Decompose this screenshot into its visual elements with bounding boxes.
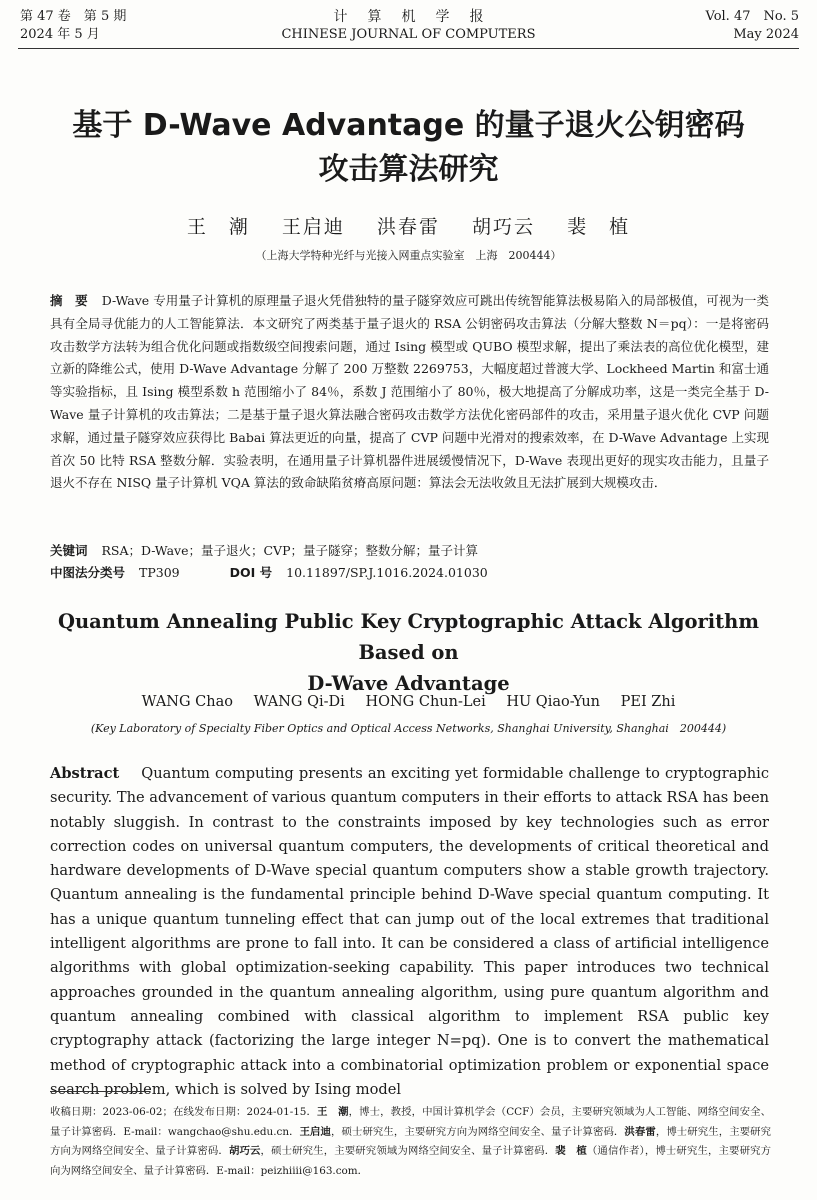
journal-name-cn: 计算机学报	[333, 9, 504, 25]
abstract-en-text: Quantum computing presents an exciting yet formidable challenge to cryptographic security. The advancement of various quantum computers in their efforts to attack RSA has been notably sluggish. In contrast to the constraints imposed by key technologies such as error correction codes on universal quantum computers, the developments of critical theoretical and hardware developments of D-Wave special quantum computers show a stable growth trajectory. Quantum annealing is the fundamental principle behind D-Wave special quantum computing. It has a unique quantum tunneling effect that can jump out of the local extremes that traditional intelligent algorithms are prone to fall into. It can be considered a class of artificial intelligence algorithms with global optimization-seeking capability. This paper introduces two technical approaches grounded in the quantum annealing algorithm, using pure quantum algorithm and quantum annealing combined with classical algorithm to implement RSA public key cryptography attack (factorizing the large integer N=pq). One is to convert the mathematical method of cryptographic attack into a combinatorial optimization problem or exponential space search problem, which is solved by Ising model	[50, 765, 769, 1098]
affiliation-cn: （上海大学特种光纤与光接入网重点实验室 上海 200444）	[255, 249, 562, 262]
header-right	[706, 8, 800, 44]
abstract-en	[50, 762, 769, 1102]
author-cn: 胡巧云	[472, 216, 536, 238]
authors-cn	[0, 212, 817, 239]
title-en-line2: D-Wave Advantage	[307, 672, 510, 695]
author-bio: ，博士，教授，中国计算机学会（CCF）会员，主要研究领域为人工智能、网络空间安全、量子计算密码．E-mail：wangchao@shu.edu.cn．	[50, 1106, 771, 1138]
volume-issue-en: Vol. 47 No. 5	[705, 9, 799, 24]
author-name: 胡巧云	[228, 1145, 261, 1157]
abstract-cn-label: 摘 要	[50, 293, 88, 308]
title-cn-line2: 攻击算法研究	[318, 152, 499, 187]
author-en: WANG Chao	[141, 694, 233, 710]
title-cn	[40, 104, 777, 192]
author-name: 洪春雷	[624, 1125, 656, 1138]
volume-issue-cn: 第 47 卷 第 5 期	[20, 9, 127, 24]
keywords-text: RSA；D-Wave；量子退火；CVP；量子隧穿；整数分解；量子计算	[101, 543, 478, 558]
title-cn-line1: 基于 D-Wave Advantage 的量子退火公钥密码	[72, 108, 745, 143]
doi-value: 10.11897/SP.J.1016.2024.01030	[286, 565, 488, 580]
classification-row	[50, 562, 769, 584]
footnote-rule	[50, 1091, 150, 1092]
journal-name-en: CHINESE JOURNAL OF COMPUTERS	[281, 27, 536, 42]
keywords-label: 关键词	[50, 543, 88, 558]
keywords-block	[50, 540, 769, 584]
author-cn: 洪春雷	[376, 216, 440, 238]
author-bio: ，硕士研究生，主要研究方向为网络空间安全、量子计算密码．	[331, 1125, 625, 1138]
author-bio: ，硕士研究生，主要研究领域为网络空间安全、量子计算密码．	[260, 1145, 556, 1157]
abstract-cn	[50, 290, 769, 495]
author-bio: （通信作者），博士研究生，主要研究方向为网络空间安全、量子计算密码．E-mail：peizhiiii@163.com．	[50, 1145, 772, 1177]
author-cn: 裴 植	[567, 216, 631, 238]
author-bio: ，博士研究生，主要研究方向为网络空间安全、量子计算密码．	[50, 1125, 772, 1157]
running-header	[16, 8, 801, 48]
footnote	[50, 1103, 771, 1181]
title-en-line1: Quantum Annealing Public Key Cryptographic Attack Algorithm Based on	[57, 610, 759, 664]
author-en: PEI Zhi	[620, 694, 676, 710]
author-name: 王启迪	[299, 1125, 332, 1138]
date-en: May 2024	[733, 27, 799, 42]
author-name: 王 潮	[317, 1106, 349, 1118]
abstract-en-label: Abstract	[50, 765, 120, 782]
keywords-row	[50, 540, 769, 562]
abstract-cn-text: D-Wave 专用量子计算机的原理量子退火凭借独特的量子隧穿效应可跳出传统智能算法极易陷入的局部极值，可视为一类具有全局寻优能力的人工智能算法．本文研究了两类基于量子退火的 RSA 公钥密码攻击算法（分解大整数 N＝pq）：一是将密码攻击数学方法转为组合优化问题或指数级空间搜索问题，通过 Ising 模型或 QUBO 模型求解，提出了乘法表的高位优化模型，建立新的降维公式，使用 D-Wave Advantage 分解了 200 万整数 2269753，大幅度超过普渡大学、Lockheed Martin 和富士通等实验指标，且 Ising 模型系数 h 范围缩小了 84％，系数 J 范围缩小了 80％，极大地提高了分解成功率，这是一类完全基于 D-Wave 量子计算机的攻击算法；二是基于量子退火算法融合密码攻击数学方法优化密码部件的攻击，采用量子退火优化 CVP 问题求解，通过量子隧穿效应获得比 Babai 算法更近的向量，提高了 CVP 问题中光滑对的搜索效率，在 D-Wave Advantage 上实现首次 50 比特 RSA 整数分解．实验表明，在通用量子计算机器件进展缓慢情况下，D-Wave 表现出更好的现实攻击能力，且量子退火不存在 NISQ 量子计算机 VQA 算法的致命缺陷贫瘠高原问题：算法会无法收敛且无法扩展到大规模攻击．	[50, 293, 769, 491]
author-en: HONG Chun-Lei	[365, 694, 486, 710]
author-en: HU Qiao-Yun	[506, 694, 600, 710]
clc-value: TP309	[139, 565, 180, 580]
title-en	[40, 606, 777, 699]
doi-label: DOI 号	[229, 565, 273, 580]
author-name: 裴 植	[555, 1145, 587, 1157]
author-cn: 王 潮	[186, 216, 250, 238]
author-en: WANG Qi-Di	[253, 694, 345, 710]
header-rule	[18, 48, 799, 49]
header-center	[16, 8, 801, 44]
author-cn: 王启迪	[281, 216, 345, 238]
date-cn: 2024 年 5 月	[20, 27, 100, 42]
authors-en	[0, 694, 817, 710]
clc-label: 中图法分类号	[50, 565, 126, 580]
affiliation-en: (Key Laboratory of Specialty Fiber Optics and Optical Access Networks, Shanghai University, Shanghai 200444)	[90, 722, 727, 735]
received-date: 收稿日期：2023-06-02；在线发布日期：2024-01-15．	[50, 1106, 318, 1118]
